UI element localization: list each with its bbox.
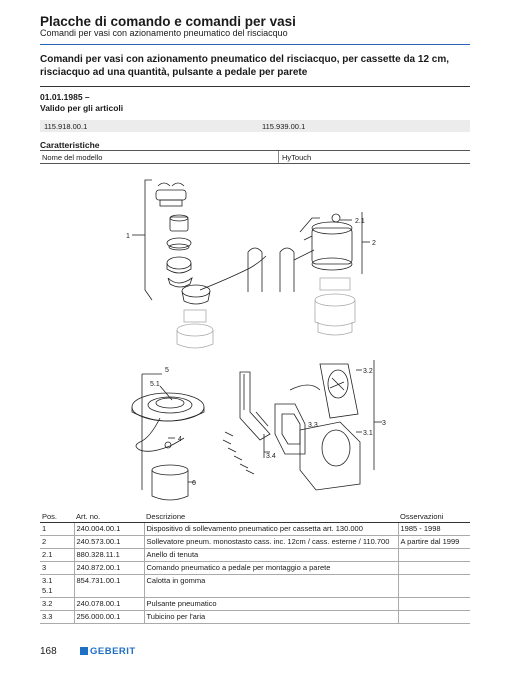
- page-title: Placche di comando e comandi per vasi: [40, 14, 296, 29]
- callout-3-2: 3.2: [363, 368, 373, 375]
- logo-square-icon: [80, 647, 88, 655]
- row-obs: [398, 575, 470, 598]
- callout-4: 4: [178, 436, 182, 443]
- callout-1: 1: [126, 233, 130, 240]
- row-obs: [398, 549, 470, 562]
- table-row: [40, 523, 470, 536]
- row-art[interactable]: 240.004.00.1: [74, 523, 144, 536]
- callout-3: 3: [382, 420, 386, 427]
- table-header-row: [40, 510, 470, 523]
- callout-2: 2: [372, 240, 376, 247]
- row-obs: 1985 - 1998: [398, 523, 470, 536]
- row-obs: [398, 598, 470, 611]
- article-number[interactable]: 115.918.00.1: [44, 122, 88, 131]
- table-row: [40, 536, 470, 549]
- row-art[interactable]: 854.731.00.1: [74, 575, 144, 598]
- page-number: 168: [40, 646, 57, 657]
- parts-table: [40, 510, 470, 624]
- row-desc: Tubicino per l'aria: [144, 611, 398, 624]
- model-label: Nome del modello: [42, 153, 103, 162]
- row-obs: [398, 611, 470, 624]
- callout-3-1: 3.1: [363, 430, 373, 437]
- characteristics-heading: Caratteristiche: [40, 140, 100, 150]
- row-art[interactable]: 880.328.11.1: [74, 549, 144, 562]
- row-desc: Dispositivo di sollevamento pneumatico per cassetta art. 130.000: [144, 523, 398, 536]
- col-obs-header: Osservazioni: [398, 510, 470, 523]
- table-row: [40, 549, 470, 562]
- product-title: Comandi per vasi con azionamento pneumatico del risciacquo, per cassette da 12 cm, risciacquo ad una quantità, pulsante a pedale per parete: [40, 54, 450, 78]
- group1-bracket: [145, 180, 152, 300]
- brand-logo: [80, 645, 136, 657]
- callout-2-1: 2.1: [355, 218, 365, 225]
- brand-name: GEBERIT: [90, 645, 136, 657]
- row-pos: 3.3: [40, 611, 74, 624]
- row-art[interactable]: 240.872.00.1: [74, 562, 144, 575]
- row-pos: 2.1: [40, 549, 74, 562]
- col-desc-header: Descrizione: [144, 510, 398, 523]
- row-art[interactable]: 256.000.00.1: [74, 611, 144, 624]
- row-pos: 2: [40, 536, 74, 549]
- callout-3-3: 3.3: [308, 422, 318, 429]
- callout-5: 5: [165, 367, 169, 374]
- valid-heading: Valido per gli articoli: [40, 103, 124, 113]
- table-row: [40, 562, 470, 575]
- table-row: [40, 611, 470, 624]
- row-obs: A partire dal 1999: [398, 536, 470, 549]
- callout-5-1: 5.1: [150, 381, 160, 388]
- callout-6: 6: [192, 480, 196, 487]
- callout-3-4: 3.4: [266, 453, 276, 460]
- row-desc: Calotta in gomma: [144, 575, 398, 598]
- row-obs: [398, 562, 470, 575]
- col-pos-header: Pos.: [40, 510, 74, 523]
- row-pos: 1: [40, 523, 74, 536]
- col-art-header: Art. no.: [74, 510, 144, 523]
- row-pos: 3: [40, 562, 74, 575]
- article-number[interactable]: 115.939.00.1: [262, 122, 306, 131]
- row-desc: Pulsante pneumatico: [144, 598, 398, 611]
- row-desc: Sollevatore pneum. monostasto cass. inc. 12cm / cass. esterne / 110.700: [144, 536, 398, 549]
- product-date: 01.01.1985 –: [40, 92, 90, 102]
- row-art[interactable]: 240.078.00.1: [74, 598, 144, 611]
- row-art[interactable]: 240.573.00.1: [74, 536, 144, 549]
- row-desc: Comando pneumatico a pedale per montaggio a parete: [144, 562, 398, 575]
- table-row: [40, 598, 470, 611]
- row-pos: 3.1 5.1: [40, 575, 74, 598]
- table-row: [40, 575, 470, 598]
- page-subtitle: Comandi per vasi con azionamento pneumatico del risciacquo: [40, 28, 288, 38]
- model-value: HyTouch: [282, 153, 312, 162]
- row-pos: 3.2: [40, 598, 74, 611]
- row-desc: Anello di tenuta: [144, 549, 398, 562]
